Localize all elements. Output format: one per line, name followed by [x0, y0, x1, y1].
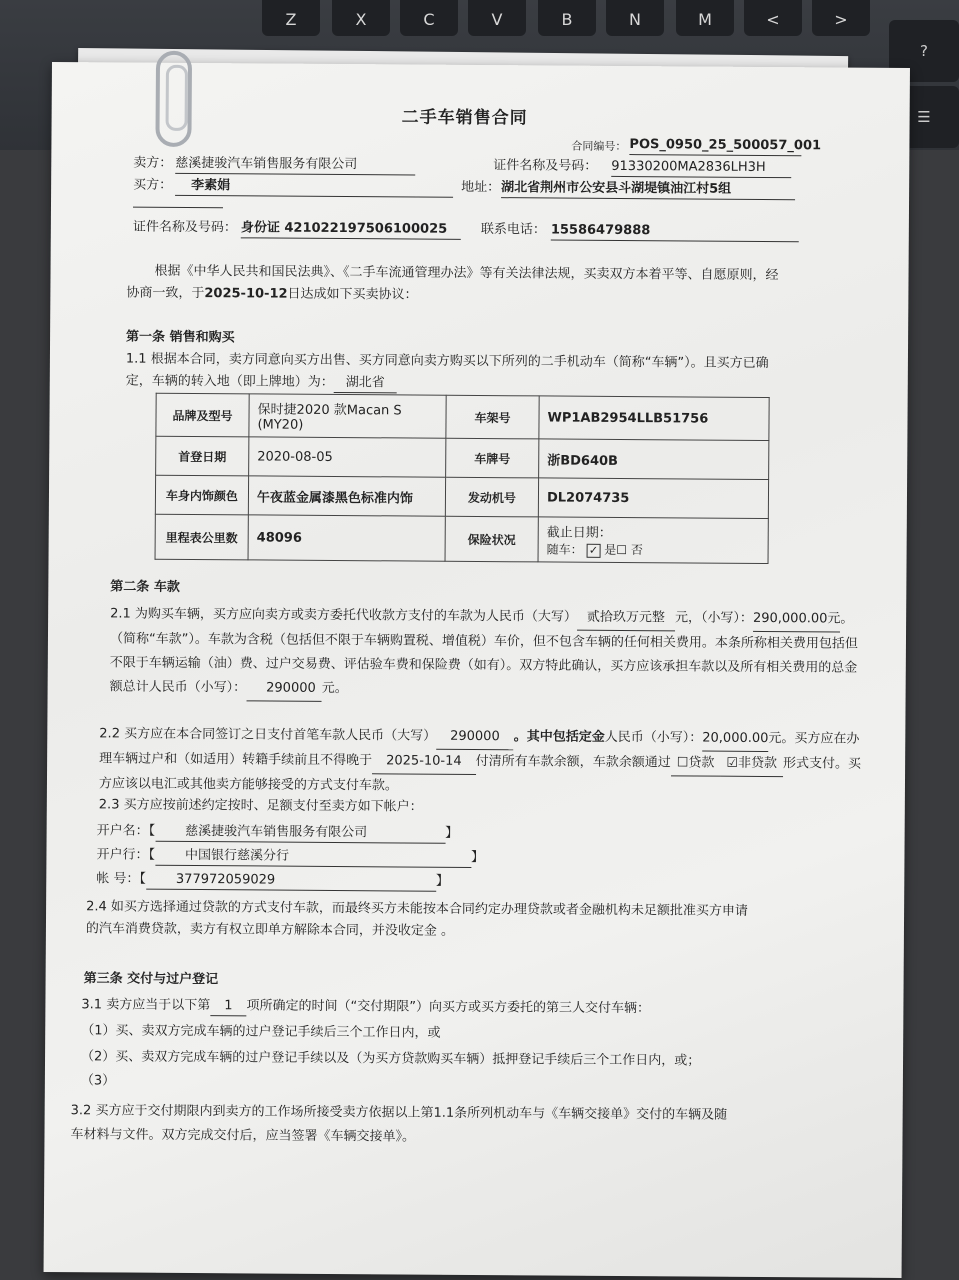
total-amount: 290000	[246, 676, 322, 702]
blank-line	[133, 197, 223, 209]
contract-title: 二手车销售合同	[401, 107, 528, 129]
account-number-label: 帐 号：【	[96, 871, 146, 887]
seller-cert-number: 91330200MA2836LH3H	[611, 158, 791, 178]
insurance-cell	[538, 517, 768, 564]
key-m: M	[676, 0, 734, 36]
checkbox-checked-icon: ✓	[586, 543, 600, 557]
buyer-address: 湖北省荆州市公安县斗湖堤镇油江村5组	[501, 179, 795, 200]
paperclip-icon	[155, 51, 192, 147]
article-3-1b: 项所确定的时间（“交付期限”）向买方或买方委托的第三人交付车辆：	[246, 998, 651, 1017]
insurance-label: 保险状况	[445, 516, 538, 562]
engine-value: DL2074735	[538, 478, 768, 519]
engine-label: 发动机号	[445, 477, 538, 517]
article-3-title: 第三条 交付与过户登记	[83, 971, 219, 988]
article-1-title: 第一条 销售和购买	[126, 329, 235, 346]
preamble-line-1: 根据《中华人民共和国民法典》、《二手车流通管理办法》等有关法律法规，买卖双方本着平等、自愿原则，经	[154, 263, 779, 284]
account-name: 慈溪捷骏汽车销售服务有限公司	[155, 823, 445, 844]
article-2-title: 第二条 车款	[110, 579, 180, 595]
contract-number: POS_0950_25_500057_001	[629, 136, 801, 156]
article-2-2	[99, 722, 865, 801]
seller-name: 慈溪捷骏汽车销售服务有限公司	[175, 155, 415, 176]
buyer-cert-label: 证件名称及号码：	[132, 219, 237, 236]
vehicle-table	[155, 393, 770, 564]
buyer-phone: 15586479888	[551, 221, 799, 242]
key-b: B	[538, 0, 596, 36]
delivery-item: 1	[210, 997, 246, 1016]
article-2-1d: 相关费用。本条所称相关费用包括但不限于车辆运输（油）费、过户交易费、评估验车费和保险费（如有）。双方特	[109, 635, 859, 674]
plate-label: 车牌号	[446, 438, 539, 478]
insurance-yes-no: 是☐ 否	[604, 542, 643, 558]
vin-label: 车架号	[446, 395, 539, 439]
due-date: 2025-10-14	[372, 749, 476, 775]
article-2-2d: 元。买方应在办理车辆过户和（如适用）转籍手续前且不得晚于	[99, 731, 860, 769]
first-payment: 290000	[436, 725, 514, 751]
insurance-with-car: 随车：	[546, 542, 583, 557]
key-question: ?	[889, 20, 959, 82]
account-bank-label: 开户行：【	[96, 847, 156, 863]
buyer-label: 买方：	[133, 177, 173, 193]
article-3-2b: 车材料与文件。双方完成交付后，应当签署《车辆交接单》。	[70, 1127, 416, 1145]
article-2-4a: 2.4 如买方选择通过贷款的方式支付车款，而最终买方未能按本合同约定办理贷款或者金融机构未足额批准买方申请	[86, 899, 748, 919]
account-name-label: 开户名：【	[96, 823, 156, 839]
mileage-value: 48096	[248, 515, 445, 561]
seller-cert-label: 证件名称及号码：	[493, 158, 598, 174]
agreement-date: 2025-10-12	[204, 286, 288, 302]
plate-value: 浙BD640B	[539, 439, 769, 480]
article-2-2c: 人民币（小写）：	[604, 729, 703, 746]
reg-date-value: 2020-08-05	[249, 437, 446, 477]
contract-number-label: 合同编号：	[571, 139, 627, 154]
account-number: 377972059029	[146, 871, 436, 892]
registration-place: 湖北省	[334, 374, 397, 393]
key-n: N	[606, 0, 664, 36]
article-2-2b: 。其中包括定金	[513, 729, 605, 745]
key-z: Z	[262, 0, 320, 36]
account-name-close: 】	[445, 825, 459, 841]
article-2-1c: 。（简称“车款”）。车款为含税（包括但不限于车辆购置税、增值税）车价，但不包含车辆的任何	[109, 611, 854, 651]
article-3-1a: 3.1 卖方应当于以下第	[81, 997, 211, 1014]
preamble-line-2b: 日达成如下买卖协议：	[287, 286, 418, 303]
article-2-1b: 元，（小写）：	[674, 610, 754, 626]
account-number-close: 】	[435, 873, 449, 889]
deposit-amount: 20,000.00	[702, 727, 768, 752]
non-loan-option: ☑非贷款	[720, 752, 783, 777]
contract-page	[44, 62, 910, 1278]
key-comma: <	[744, 0, 802, 36]
article-3-item-1: （1）买、卖双方完成车辆的过户登记手续后三个工作日内，或	[81, 1023, 441, 1041]
insurance-expiry: 截止日期：	[546, 525, 612, 541]
key-x: X	[332, 0, 390, 36]
account-bank-close: 】	[470, 849, 485, 866]
article-2-2e: 付清所有车款余额，	[475, 753, 593, 770]
brand-value: 保时捷2020 款Macan S (MY20)	[249, 394, 446, 438]
price-uppercase: 贰拾玖万元整	[577, 606, 675, 632]
key-v: V	[468, 0, 526, 36]
article-3-item-3: （3）	[80, 1073, 116, 1089]
preamble-line-2a: 协商一致，于	[126, 285, 205, 302]
article-2-4b: 的汽车消费贷款，卖方有权立即单方解除本合同，并没收定金 。	[85, 921, 455, 939]
article-2-1a: 2.1 为购买车辆，买方应向卖方或卖方委托代收款方支付的车款为人民币（大写）	[110, 606, 578, 625]
key-period: >	[812, 0, 870, 36]
phone-label: 联系电话：	[480, 221, 546, 238]
article-2-2g: 形式支付。买方应该以电汇或其他卖方能够接受的方式支付车款。	[98, 756, 862, 794]
color-value: 午夜蓝金属漆黑色标准内饰	[248, 476, 445, 516]
buyer-id: 身份证 421022197506100025	[241, 219, 461, 240]
mileage-label: 里程表公里数	[155, 514, 248, 560]
article-1-1b: 定，车辆的转入地（即上牌地）为：	[125, 373, 334, 390]
seller-label: 卖方：	[133, 155, 173, 171]
loan-option: ☐贷款	[671, 751, 721, 776]
color-label: 车身内饰颜色	[155, 475, 248, 515]
article-2-3: 2.3 买方应按前述约定按时、足额支付至卖方如下帐户：	[98, 797, 423, 815]
article-3-2a: 3.2 买方应于交付期限内到卖方的工作场所接受卖方依据以上第1.1条所列机动车与《车辆交接单》交付的车辆及随	[70, 1103, 728, 1123]
article-2-1e: 此确认，买方应该承担车款以及所有相关费用的总金额总计人民币（小写）：	[109, 658, 858, 696]
article-2-1	[110, 602, 867, 705]
buyer-name: 李素娟	[175, 177, 453, 198]
address-label: 地址：	[461, 179, 501, 196]
key-c: C	[400, 0, 458, 36]
vin-value: WP1AB2954LLB51756	[539, 396, 769, 441]
article-3-item-2: （2）买、卖双方完成车辆的过户登记手续以及（为买方贷款购买车辆）抵押登记手续后三个工作日内，或；	[81, 1049, 701, 1069]
account-bank: 中国银行慈溪分行	[155, 847, 471, 868]
article-2-2f: 车款余额通过	[592, 754, 671, 771]
article-2-2a: 2.2 买方应在本合同签订之日支付首笔车款人民币（大写）	[99, 726, 437, 744]
article-1-1a: 1.1 根据本合同，卖方同意向买方出售、买方同意向卖方购买以下所列的二手机动车（简称“车辆”）。且买方已确	[125, 351, 769, 372]
article-2-1f: 元。	[321, 680, 348, 697]
reg-date-label: 首登日期	[156, 436, 249, 476]
price-number: 290,000.00元	[753, 607, 841, 633]
menu-key-icon: ☰	[889, 86, 959, 148]
brand-label: 品牌及型号	[156, 393, 249, 437]
